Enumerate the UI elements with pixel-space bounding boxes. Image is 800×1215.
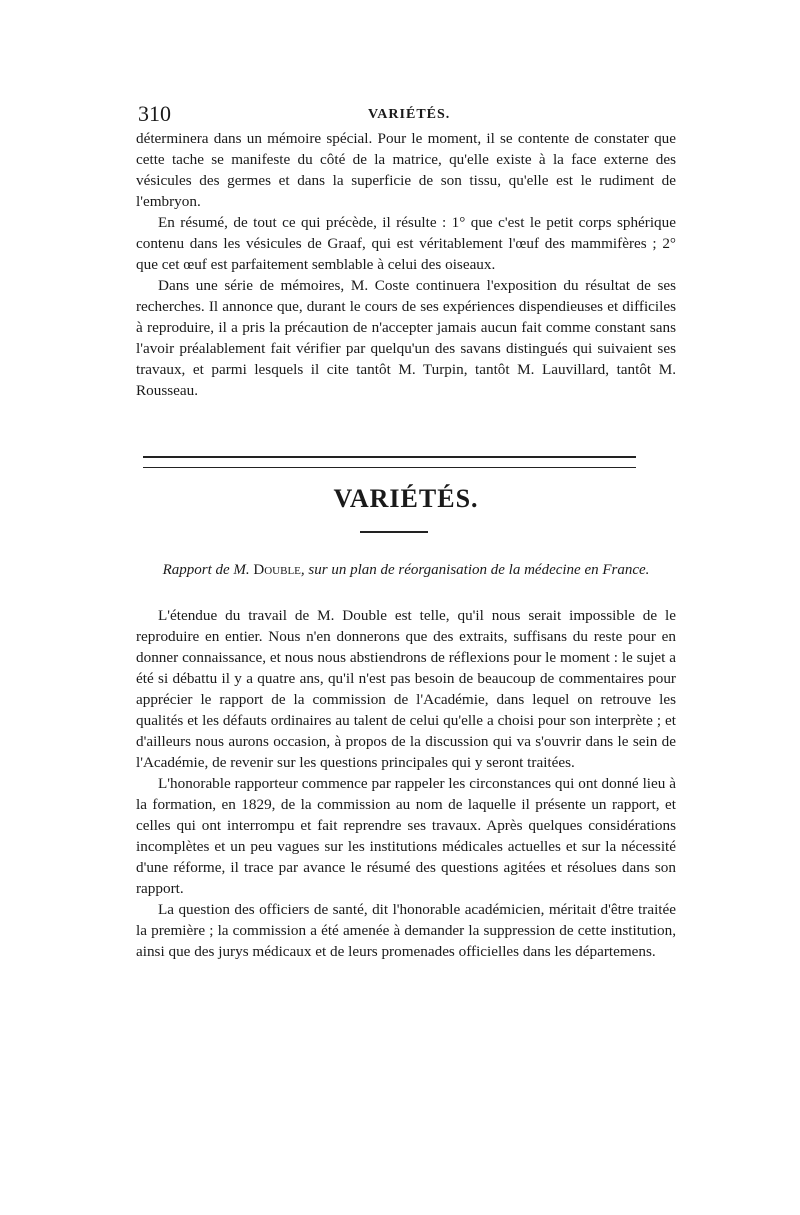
paragraph: L'étendue du travail de M. Double est telle, qu'il nous serait impossible de le reproduire en entier. Nous n'en donnerons que des extraits, suffisans du reste pour en donner connaissance, et nous nous abstiendrons de réflexions pour le moment : le sujet a été si débattu il y a quatre ans, qu'il n'est pas besoin de beaucoup de commentaires pour apprécier le rapport de la commission de l'Académie, dans lequel on retrouve les qualités et les défauts ordinaires au talent de celui qu'elle a choisi pour son interprète ; et d'ailleurs nous aurons occasion, à propos de la discussion qui va s'ouvrir dans le sein de l'Académie, de revenir sur les questions principales qui y seront traitées. bbox=[136, 607, 676, 771]
section-divider bbox=[143, 456, 636, 468]
paragraph: Dans une série de mémoires, M. Coste continuera l'exposition du résultat de ses recherches. Il annonce que, durant le cours de ses expériences dispendieuses et difficiles à reproduire, il a pris la précaution de n'accepter jamais aucun fait comme constant sans l'avoir préalablement fait vérifier par quelqu'un des savans distingués qui suivaient ses travaux, et parmi lesquels il cite tantôt M. Turpin, tantôt M. Lauvillard, tantôt M. Rousseau. bbox=[136, 277, 676, 399]
paragraph: L'honorable rapporteur commence par rappeler les circonstances qui ont donné lieu à la formation, en 1829, de la commission au nom de laquelle il présente un rapport, et celles qui ont interrompu et fait reprendre ses travaux. Après quelques considérations incomplètes et un peu vagues sur les institutions médicales actuelles et sur la nécessité d'une réforme, il trace par avance le résumé des questions agitées et résolues dans son rapport. bbox=[136, 775, 676, 897]
running-head: VARIÉTÉS. bbox=[368, 107, 451, 122]
paragraph: La question des officiers de santé, dit l'honorable académicien, méritait d'être traitée la première ; la commission a été amenée à demander la suppression de cette institution, ainsi que des jurys médicaux et de leurs promenades officielles dans les départemens. bbox=[136, 901, 676, 960]
page-number: 310 bbox=[138, 101, 171, 126]
article-title-prefix: Rapport de M. bbox=[162, 562, 250, 578]
article-title-rest: , sur un plan de réorganisation de la médecine en France. bbox=[300, 562, 650, 578]
lower-text-block bbox=[136, 605, 676, 962]
title-underline bbox=[360, 531, 428, 533]
section-title: VARIÉTÉS. bbox=[333, 484, 479, 513]
paragraph: déterminera dans un mémoire spécial. Pour le moment, il se contente de constater que cette tache se manifeste du côté de la matrice, qu'elle existe à la face externe des vésicules des germes et dans la superficie de son tissu, qu'elle est le rudiment de l'embryon. bbox=[136, 130, 676, 210]
page-header bbox=[138, 101, 678, 131]
paragraph: En résumé, de tout ce qui précède, il résulte : 1° que c'est le petit corps sphérique contenu dans les vésicules de Graaf, qui est véritablement l'œuf des mammifères ; 2° que cet œuf est parfaitement semblable à celui des oiseaux. bbox=[136, 214, 676, 273]
article-title bbox=[136, 560, 676, 581]
upper-text-block bbox=[136, 128, 676, 401]
article-author: Double bbox=[253, 562, 301, 578]
